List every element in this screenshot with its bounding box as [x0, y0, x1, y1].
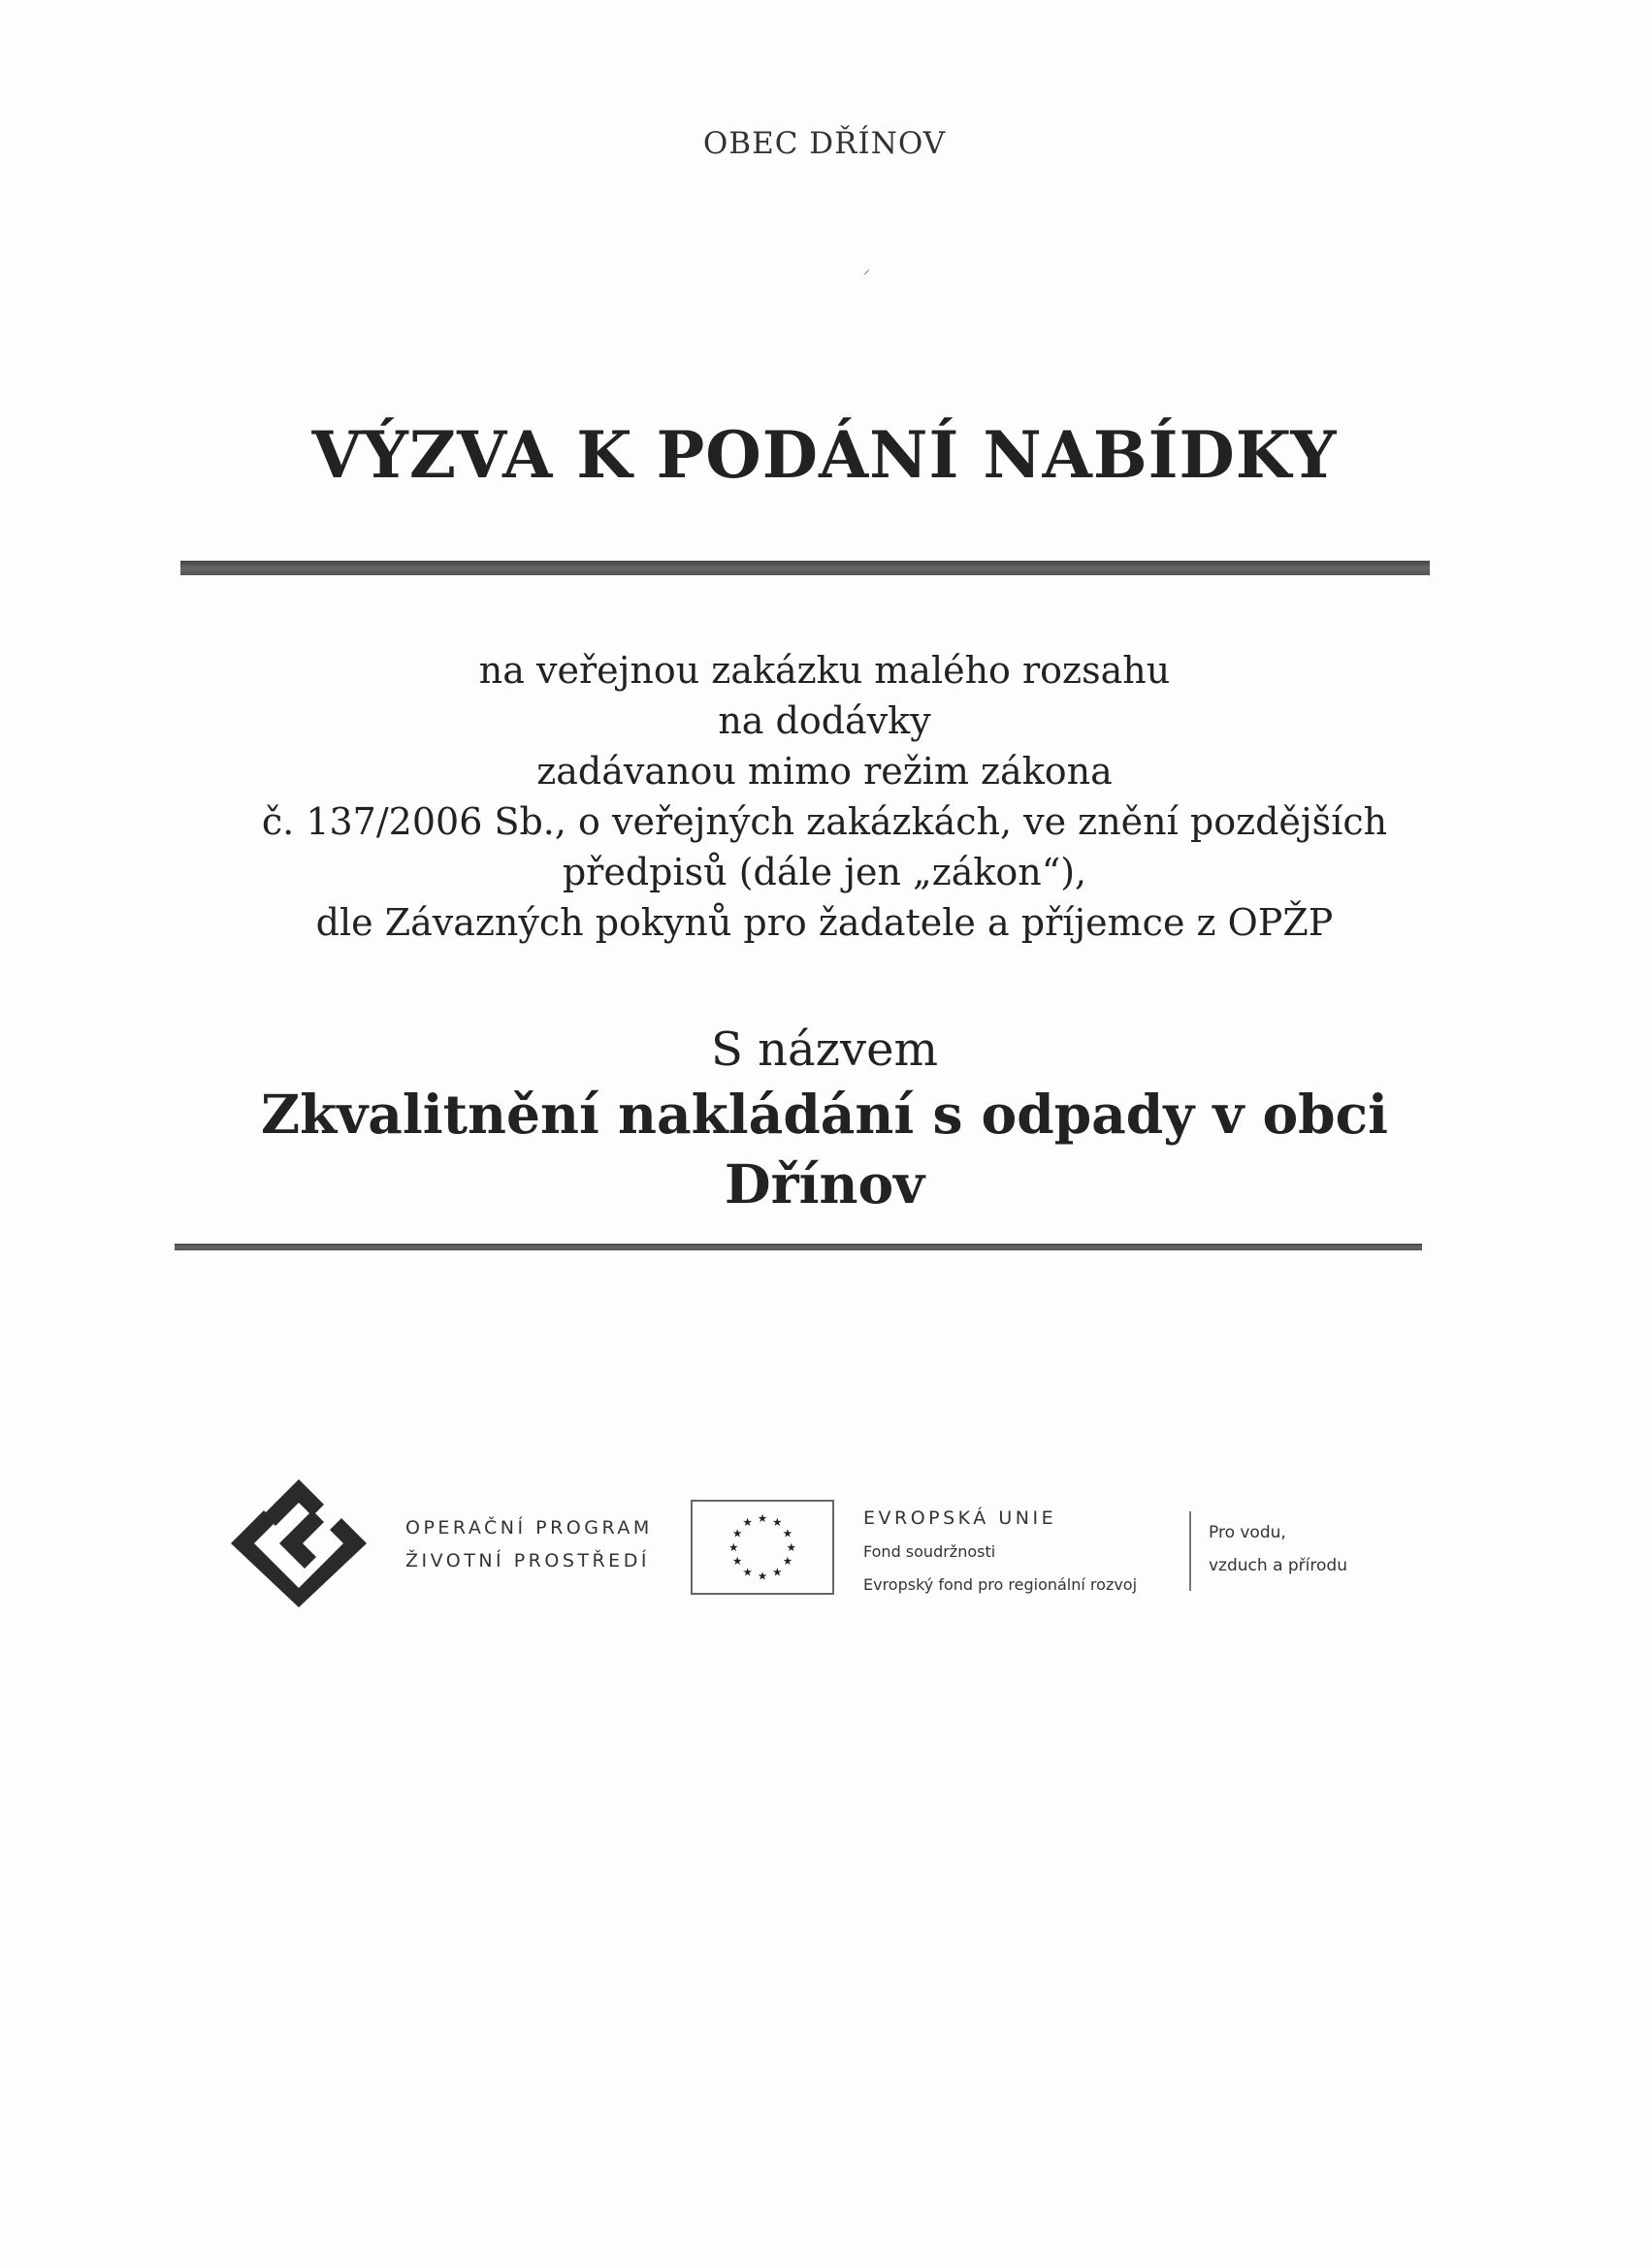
- scan-speck: ⸝: [863, 262, 870, 277]
- svg-text:★: ★: [782, 1526, 793, 1540]
- opzp-name-line2: ŽIVOTNÍ PROSTŘEDÍ: [405, 1550, 650, 1571]
- svg-text:★: ★: [786, 1539, 796, 1554]
- svg-text:★: ★: [731, 1554, 743, 1569]
- title-divider: [180, 561, 1430, 575]
- svg-text:★: ★: [728, 1539, 739, 1554]
- svg-text:★: ★: [742, 1565, 753, 1579]
- svg-text:★: ★: [772, 1565, 783, 1579]
- eu-title: EVROPSKÁ UNIE: [863, 1507, 1057, 1529]
- subtitle-line: dle Závazných pokynů pro žadatele a příjemce z OPŽP: [315, 901, 1334, 944]
- svg-text:★: ★: [742, 1514, 753, 1529]
- document-title: VÝZVA K PODÁNÍ NABÍDKY: [311, 417, 1338, 493]
- svg-text:★: ★: [782, 1554, 793, 1569]
- subtitle-line: předpisů (dále jen „zákon“),: [562, 851, 1087, 893]
- subtitle-line: č. 137/2006 Sb., o veřejných zakázkách, ve znění pozdějších: [261, 800, 1388, 843]
- subtitle-line: zadávanou mimo režim zákona: [536, 750, 1113, 793]
- project-title-line: Zkvalitnění nakládání s odpady v obci: [261, 1083, 1388, 1146]
- project-title: [0, 1080, 1649, 1219]
- opzp-name-line1: OPERAČNÍ PROGRAM: [405, 1517, 653, 1539]
- logo-divider: [1189, 1511, 1191, 1591]
- eu-fund-cohesion: Fond soudržnosti: [863, 1542, 996, 1561]
- opzp-logo-icon: [231, 1479, 367, 1607]
- named-label: S názvem: [711, 1022, 938, 1077]
- svg-text:★: ★: [731, 1526, 743, 1540]
- motto-line2: vzduch a přírodu: [1209, 1556, 1347, 1575]
- eu-fund-regional: Evropský fond pro regionální rozvoj: [863, 1575, 1138, 1594]
- svg-text:★: ★: [772, 1514, 783, 1529]
- subtitle-line: na dodávky: [718, 699, 931, 742]
- municipality-name: OBEC DŘÍNOV: [702, 126, 947, 161]
- motto-line1: Pro vodu,: [1209, 1523, 1286, 1542]
- project-title-line: Dřínov: [724, 1152, 925, 1215]
- project-divider: [175, 1244, 1422, 1250]
- subtitle-line: na veřejnou zakázku malého rozsahu: [478, 649, 1171, 692]
- subtitle-block: [0, 645, 1649, 948]
- svg-text:★: ★: [757, 1511, 768, 1526]
- svg-text:★: ★: [757, 1569, 768, 1583]
- eu-flag-icon: [691, 1500, 834, 1595]
